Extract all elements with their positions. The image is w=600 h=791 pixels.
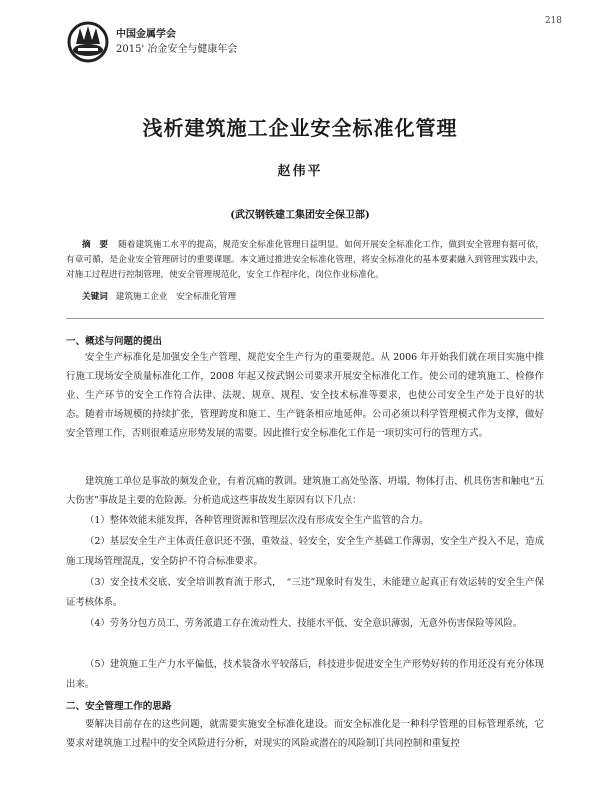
- abstract-text: 随着建筑施工水平的提高，规范安全标准化管理日益明显。如何开展安全标准化工作，做到安全管理有据可依，有章可循，是企业安全管理研讨的重要课题。本文通过推进安全标准化管理，将安全标准化的基本要素融入到管理实践中去，对施工过程进行控制管理，使安全管理规范化，安全工作程序化，岗位作业标准化。: [66, 240, 544, 280]
- section-heading: 一、概述与问题的提出: [66, 336, 162, 347]
- society-logo-icon: [66, 20, 110, 64]
- paper-title: 浅析建筑施工企业安全标准化管理: [142, 116, 458, 140]
- list-item: （4）劳务分包方员工、劳务派遣工存在流动性大、技能水平低、安全意识薄弱，无意外伤害保险等风险。: [85, 618, 523, 629]
- list-item: （3）安全技术交底、安全培训教育流于形式， “三违”现象时有发生，未能建立起真正有效运转的安全生产保证考核体系。: [66, 577, 544, 608]
- list-item: （5）建筑施工生产力水平偏低，技术装备水平较落后，科技进步促进安全生产形势好转的作用还没有充分体现出来。: [66, 659, 544, 690]
- body-paragraph: 要解决目前存在的这些问题，就需要实施安全标准化建设。而安全标准化是一种科学管理的目标管理系统，它要求对建筑施工过程中的安全风险进行分析，对现实的风险或潜在的风险制订共同控制和重复控: [66, 719, 544, 749]
- body-paragraph: 安全生产标准化是加强安全生产管理、规范安全生产行为的重要规范。从 2006 年开始我们就在项目实施中推行施工现场安全质量标准化工作，2008 年起又按武钢公司要求开展安全标准化工作。使公司的建筑施工、检修作业、生产环节的安全工作符合法律、法规、规章、规程、安全技术标准等要求，也使公司安全生产处于良好的状态。随着市场规模的持续扩张，管理跨度和施工、生产链条相应地延伸。公司必须以科学管理模式作为支撑，做好安全管理工作，否则很难适应形势发展的需要。因此推行安全标准化工作是一项切实可行的管理方式。: [66, 352, 544, 439]
- divider: [66, 318, 544, 319]
- keywords: [82, 290, 544, 305]
- author-name: 赵伟平: [277, 164, 323, 179]
- keywords-text: 建筑施工企业 安全标准化管理: [115, 292, 237, 302]
- section-heading: 二、安全管理工作的思路: [66, 701, 172, 712]
- list-item: （2）基层安全生产主体责任意识还不强，重效益、轻安全，安全生产基础工作薄弱，安全生产投入不足，造成施工现场管理混乱，安全防护不符合标准要求。: [66, 536, 544, 567]
- page-number: 218: [544, 16, 562, 26]
- conference-header: [66, 20, 237, 64]
- organization-name: 中国金属学会: [116, 29, 176, 40]
- list-item: （1）整体效能未能发挥，各种管理资源和管理层次没有形成安全生产监管的合力。: [85, 515, 429, 526]
- abstract: [66, 238, 544, 283]
- society-logo: [66, 20, 110, 64]
- keywords-label: 关键词: [82, 292, 108, 302]
- author-affiliation: (武汉钢铁建工集团安全保卫部): [230, 210, 370, 221]
- abstract-label: 摘 要: [82, 240, 109, 250]
- body-paragraph: 建筑施工单位是事故的频发企业，有着沉痛的教训。建筑施工高处坠落、坍塌、物体打击、机具伤害和触电“五大伤害”事故是主要的危险源。分析造成这些事故发生原因有以下几点：: [66, 476, 544, 506]
- header-text: [116, 27, 237, 57]
- conference-name: 2015' 冶金安全与健康年会: [116, 44, 238, 55]
